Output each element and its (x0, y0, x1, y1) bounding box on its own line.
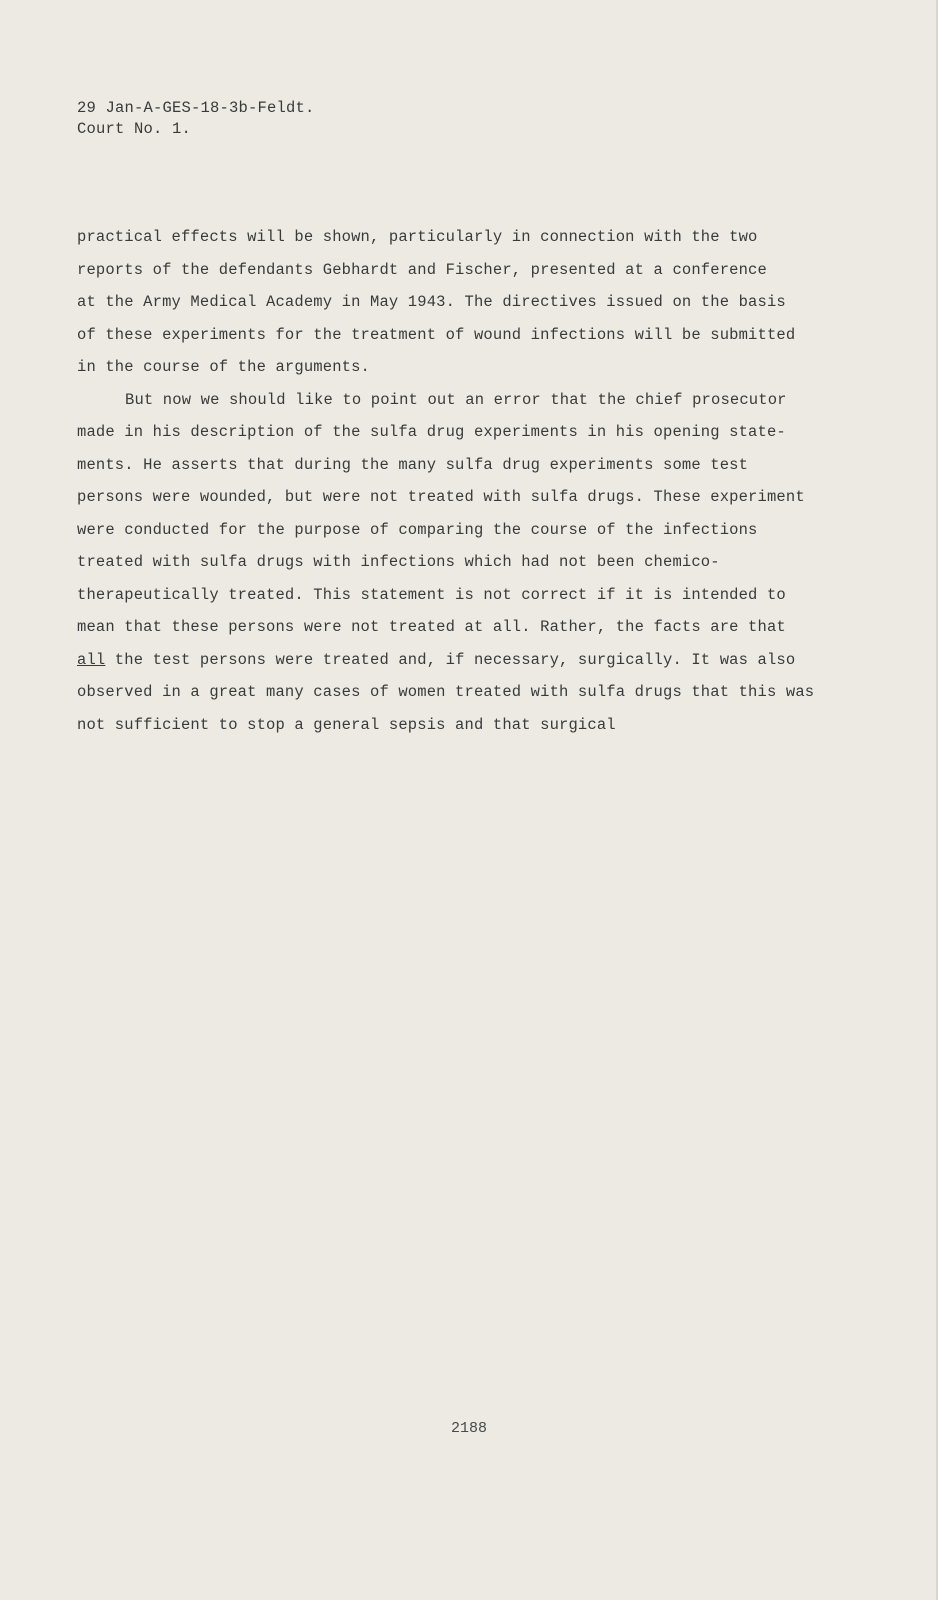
body-line: at the Army Medical Academy in May 1943. The directives issued on the basis (77, 293, 786, 311)
body-line: But now we should like to point out an error that the chief prosecutor (125, 390, 787, 409)
body-line: observed in a great many cases of women treated with sulfa drugs that this was (77, 683, 815, 701)
body-line (77, 644, 877, 677)
document-header (77, 98, 315, 140)
body-line: treated with sulfa drugs with infections which had not been chemico- (77, 553, 720, 571)
header-reference: 29 Jan-A-GES-18-3b-Feldt. (77, 99, 315, 117)
body-line: persons were wounded, but were not treated with sulfa drugs. These experiment (77, 488, 805, 506)
document-body (77, 221, 877, 741)
body-line: practical effects will be shown, particularly in connection with the two (77, 228, 758, 246)
page-number: 2188 (450, 1420, 487, 1437)
body-line: reports of the defendants Gebhardt and Fischer, presented at a conference (77, 260, 767, 279)
body-line: made in his description of the sulfa drug experiments in his opening state- (77, 423, 786, 441)
header-court: Court No. 1. (77, 120, 192, 138)
body-line: mean that these persons were not treated at all. Rather, the facts are that (77, 618, 786, 636)
body-line: were conducted for the purpose of comparing the course of the infections (77, 520, 758, 539)
body-line-rest: the test persons were treated and, if necessary, surgically. It was also (105, 650, 796, 669)
underlined-word: all (77, 650, 106, 669)
body-line: not sufficient to stop a general sepsis and that surgical (77, 715, 616, 734)
body-line: of these experiments for the treatment of wound infections will be submitted (77, 325, 796, 344)
body-line: ments. He asserts that during the many sulfa drug experiments some test (77, 455, 749, 474)
body-line: therapeutically treated. This statement is not correct if it is intended to (77, 585, 786, 604)
body-line: in the course of the arguments. (77, 358, 370, 376)
